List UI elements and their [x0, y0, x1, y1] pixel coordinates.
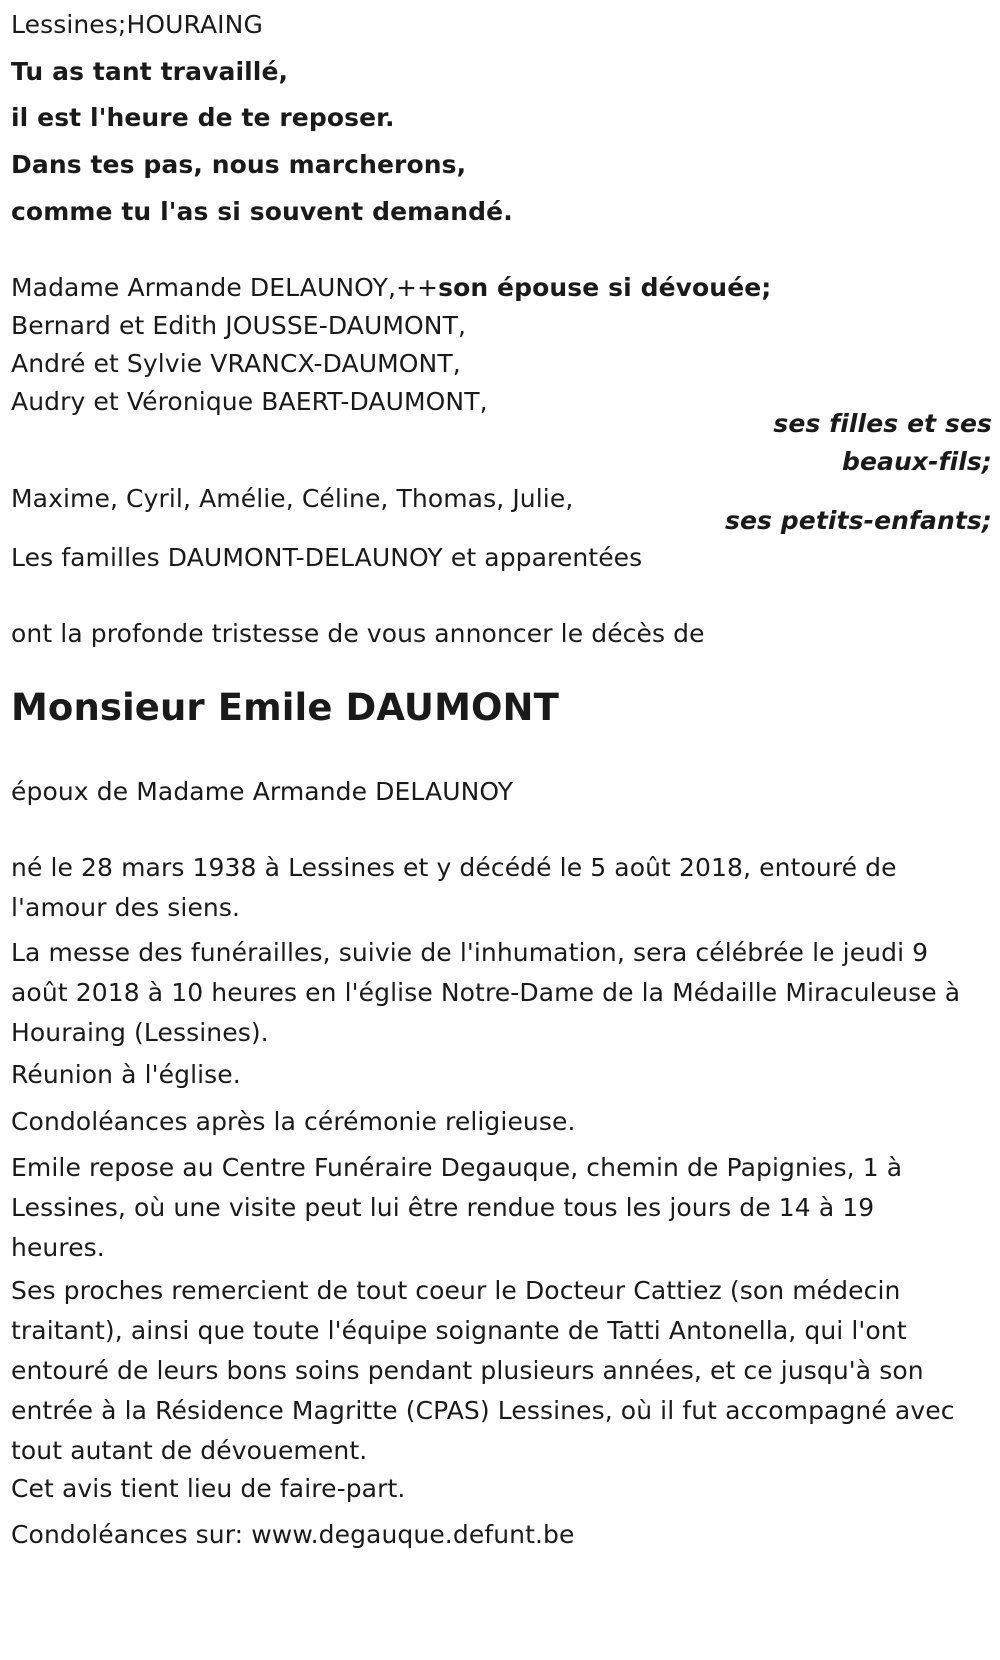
children-line-1: Bernard et Edith JOUSSE-DAUMONT,	[11, 311, 467, 340]
meeting-paragraph: Réunion à l'église.	[11, 1060, 241, 1089]
spouse-line	[11, 268, 771, 308]
spouse-of-line: époux de Madame Armande DELAUNOY	[11, 777, 514, 806]
children-role-line-2: beaux-fils;	[841, 447, 992, 476]
poem-line-3: Dans tes pas, nous marcherons,	[11, 150, 467, 179]
spouse-name: Madame Armande DELAUNOY,++	[11, 273, 439, 302]
condolences-website: Condoléances sur: www.degauque.defunt.be	[11, 1520, 575, 1549]
poem-line-2: il est l'heure de te reposer.	[11, 103, 395, 132]
thanks-paragraph: Ses proches remercient de tout coeur le Docteur Cattiez (son médecin traitant), ainsi que toute l'équipe soignante de Tatti Antonella, qui l'ont entouré de leurs bons soins pendant plusieurs années, et ce jusqu'à son entrée à la Résidence Magritte (CPAS) Lessines, où il fut accompagné avec tout autant de dévouement.	[11, 1276, 955, 1465]
children-line-3: Audry et Véronique BAERT-DAUMONT,	[11, 387, 488, 416]
grandchildren-role: ses petits-enfants;	[724, 506, 992, 535]
announcement-line: ont la profonde tristesse de vous annoncer le décès de	[11, 619, 705, 648]
grandchildren-line: Maxime, Cyril, Amélie, Céline, Thomas, Julie,	[11, 484, 574, 513]
birth-death-paragraph: né le 28 mars 1938 à Lessines et y décédé le 5 août 2018, entouré de l'amour des siens.	[11, 853, 897, 922]
funeral-home-paragraph: Emile repose au Centre Funéraire Degauque, chemin de Papignies, 1 à Lessines, où une visite peut lui être rendue tous les jours de 14 à 19 heures.	[11, 1153, 903, 1262]
families-line: Les familles DAUMONT-DELAUNOY et apparentées	[11, 543, 643, 572]
condolences-ceremony-paragraph: Condoléances après la cérémonie religieuse.	[11, 1107, 576, 1136]
funeral-paragraph: La messe des funérailles, suivie de l'inhumation, sera célébrée le jeudi 9 août 2018 à 10 heures en l'église Notre-Dame de la Médaille Miraculeuse à Houraing (Lessines).	[11, 938, 961, 1047]
notice-paragraph: Cet avis tient lieu de faire-part.	[11, 1474, 406, 1503]
deceased-name: Monsieur Emile DAUMONT	[11, 686, 559, 729]
children-role-line-1: ses filles et ses	[773, 409, 992, 438]
spouse-role: son épouse si dévouée;	[438, 273, 772, 302]
children-line-2: André et Sylvie VRANCX-DAUMONT,	[11, 349, 461, 378]
poem-line-4: comme tu l'as si souvent demandé.	[11, 197, 513, 226]
poem-line-1: Tu as tant travaillé,	[11, 57, 289, 86]
location-line: Lessines;HOURAING	[11, 10, 263, 39]
